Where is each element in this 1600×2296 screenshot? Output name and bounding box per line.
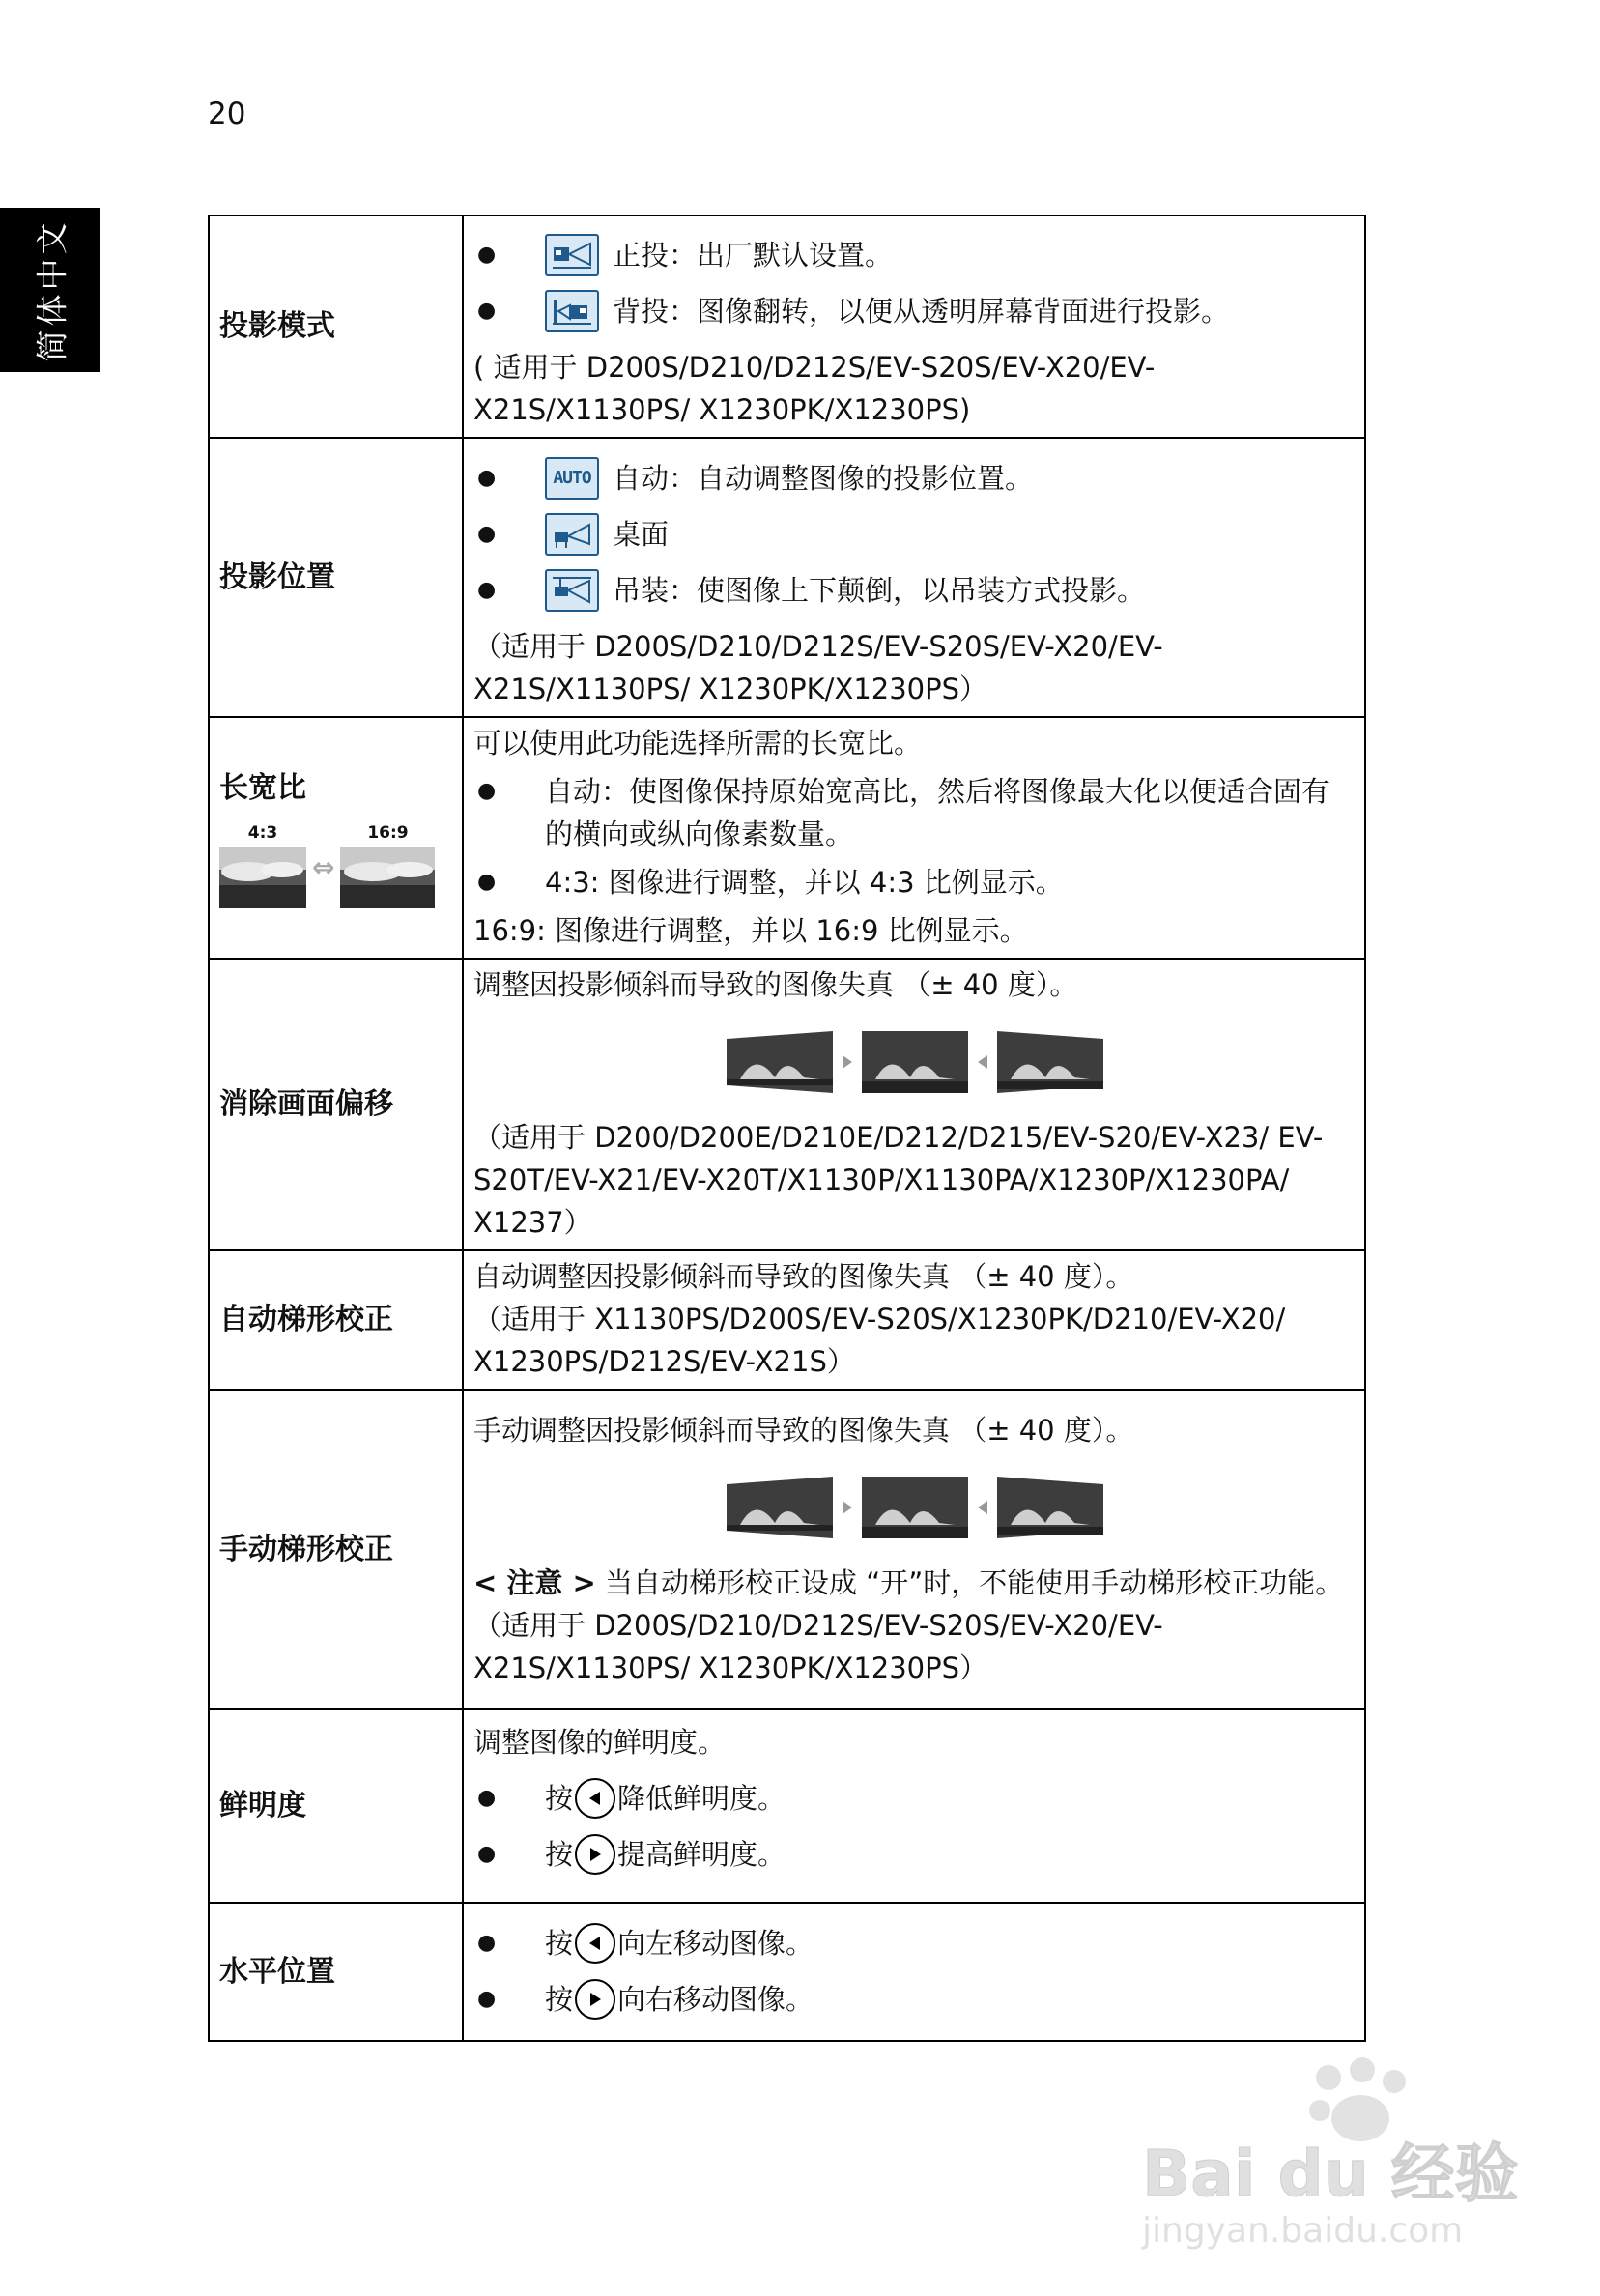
list-item: [473, 290, 1357, 332]
row-label: 投影位置: [209, 438, 463, 717]
rear-projection-icon: [545, 290, 599, 332]
aspect-label: 16:9: [367, 823, 409, 843]
aspect-ratio-illustration: [219, 823, 452, 908]
settings-table: [208, 215, 1366, 2042]
table-row: [209, 1390, 1365, 1709]
press-label: 按: [545, 1782, 574, 1815]
keystone-image-left: [727, 1031, 833, 1093]
keystone-image-right: [997, 1031, 1103, 1093]
double-arrow-icon: ⇔: [312, 851, 335, 883]
bullet-dot: ●: [477, 465, 497, 490]
bullet-dot: ●: [477, 779, 497, 803]
keystone-illustration: [473, 1477, 1357, 1538]
page-number: 20: [208, 97, 246, 131]
table-row: [209, 1709, 1365, 1903]
row-content: [463, 1709, 1365, 1903]
aspect-label: 4:3: [247, 823, 278, 843]
arrow-right-icon: [843, 1501, 852, 1514]
watermark-brand: Bai du 经验: [1142, 2137, 1519, 2211]
aspect-4-3: [219, 823, 306, 908]
row-intro: 手动调整因投影倾斜而导致的图像失真 （± 40 度）。: [473, 1413, 1134, 1447]
table-row: [209, 717, 1365, 959]
list-item: [473, 861, 1357, 904]
left-button-icon: [575, 1778, 615, 1819]
arrow-left-icon: [978, 1501, 987, 1514]
applicable-models-note: （适用于 D200/D200E/D210E/D212/D215/EV-S20/EV-X23/ EV-S20T/EV-X21/EV-X20T/X1130P/X1130PA/X1230P/X1230PA/ X1237）: [473, 1121, 1324, 1239]
auto-position-icon: [545, 457, 599, 500]
row-content: [463, 1903, 1365, 2041]
list-item: [473, 770, 1357, 855]
bullet-dot: ●: [477, 521, 497, 546]
press-label: 按: [545, 1982, 574, 2016]
watermark-url: jingyan.baidu.com: [1142, 2211, 1464, 2251]
applicable-models-note: （适用于 D200S/D210/D212S/EV-S20S/EV-X20/EV-X21S/X1130PS/ X1230PK/X1230PS）: [473, 629, 1163, 705]
keystone-image-center: [862, 1031, 968, 1093]
bullet-dot: ●: [477, 870, 497, 894]
bullet-dot: ●: [477, 1842, 497, 1866]
list-item: [473, 569, 1357, 612]
applicable-models-note: （适用于 D200S/D210/D212S/EV-S20S/EV-X20/EV-X21S/X1130PS/ X1230PK/X1230PS）: [473, 1608, 1163, 1684]
row-label: 自动梯形校正: [209, 1250, 463, 1390]
row-label: 投影模式: [209, 215, 463, 438]
row-label: 手动梯形校正: [209, 1390, 463, 1709]
list-item: [473, 234, 1357, 276]
list-item: [473, 1922, 1357, 1965]
bullet-dot: ●: [477, 577, 497, 602]
row-content: [463, 959, 1365, 1250]
row-label: 鲜明度: [209, 1709, 463, 1903]
list-item-text: 自动：自动调整图像的投影位置。: [613, 461, 1034, 495]
aspect-16-9: [340, 823, 435, 908]
row-content: [463, 215, 1365, 438]
landscape-thumbnail: [219, 847, 306, 908]
list-item: [473, 457, 1357, 500]
list-item-text: 4:3: 图像进行调整，并以 4:3 比例显示。: [545, 866, 1064, 899]
list-item: [473, 1777, 1357, 1820]
row-label-text: 长宽比: [219, 771, 306, 805]
list-item-text: 向右移动图像。: [617, 1982, 814, 2016]
keystone-illustration: [473, 1031, 1357, 1093]
row-intro: 自动调整因投影倾斜而导致的图像失真 （± 40 度）。: [473, 1260, 1134, 1293]
row-intro: 调整图像的鲜明度。: [473, 1726, 727, 1759]
baidu-jingyan-watermark: [1121, 2049, 1527, 2261]
bullet-dot: ●: [477, 1930, 497, 1955]
right-button-icon: [575, 1834, 615, 1875]
keystone-image-left: [727, 1477, 833, 1538]
table-row: [209, 1250, 1365, 1390]
row-content: [463, 717, 1365, 959]
list-item-text: 提高鲜明度。: [617, 1838, 786, 1871]
applicable-models-note: （适用于 X1130PS/D200S/EV-S20S/X1230PK/D210/EV-X20/ X1230PS/D212S/EV-X21S）: [473, 1303, 1286, 1378]
table-row: [209, 959, 1365, 1250]
bullet-dot: ●: [477, 1786, 497, 1810]
list-item-text: 向左移动图像。: [617, 1926, 814, 1960]
list-item-text: 背投：图像翻转，以便从透明屏幕背面进行投影。: [613, 295, 1230, 328]
row-label: [209, 717, 463, 959]
row-intro: 可以使用此功能选择所需的长宽比。: [473, 727, 923, 760]
arrow-right-icon: [843, 1055, 852, 1069]
language-side-tab: [0, 208, 100, 372]
language-side-tab-label: 简体中文: [33, 218, 71, 361]
ceiling-mount-icon: [545, 569, 599, 612]
keystone-image-center: [862, 1477, 968, 1538]
row-tail: 16:9: 图像进行调整，并以 16:9 比例显示。: [473, 914, 1028, 947]
list-item-text: 桌面: [613, 517, 670, 551]
front-projection-icon: [545, 234, 599, 276]
list-item-text: 正投：出厂默认设置。: [613, 239, 894, 272]
row-intro: 调整因投影倾斜而导致的图像失真 （± 40 度）。: [473, 968, 1078, 1001]
list-item: [473, 513, 1357, 556]
warning-prefix: < 注意 >: [473, 1565, 596, 1599]
press-label: 按: [545, 1926, 574, 1960]
landscape-thumbnail: [340, 847, 435, 908]
keystone-image-right: [997, 1477, 1103, 1538]
list-item-text: 自动：使图像保持原始宽高比，然后将图像最大化以便适合固有的横向或纵向像素数量。: [545, 775, 1330, 850]
row-content: [463, 438, 1365, 717]
row-content: [463, 1390, 1365, 1709]
row-content: [463, 1250, 1365, 1390]
bullet-dot: ●: [477, 299, 497, 323]
warning-text: 当自动梯形校正设成 “开”时，不能使用手动梯形校正功能。: [605, 1565, 1344, 1599]
table-row: [209, 1903, 1365, 2041]
list-item: [473, 1978, 1357, 2021]
arrow-left-icon: [978, 1055, 987, 1069]
row-label: 消除画面偏移: [209, 959, 463, 1250]
table-row: [209, 215, 1365, 438]
auto-icon-text: AUTO: [553, 467, 591, 488]
warning-note: [473, 1562, 1357, 1604]
row-label: 水平位置: [209, 1903, 463, 2041]
applicable-models-note: ( 适用于 D200S/D210/D212S/EV-S20S/EV-X20/EV-X21S/X1130PS/ X1230PK/X1230PS): [473, 351, 1156, 426]
table-row: [209, 438, 1365, 717]
right-button-icon: [575, 1979, 615, 2020]
list-item: [473, 1833, 1357, 1876]
left-button-icon: [575, 1923, 615, 1964]
list-item-text: 降低鲜明度。: [617, 1782, 786, 1815]
desktop-position-icon: [545, 513, 599, 556]
list-item-text: 吊装：使图像上下颠倒，以吊装方式投影。: [613, 573, 1146, 607]
bullet-dot: ●: [477, 1986, 497, 2011]
press-label: 按: [545, 1838, 574, 1871]
bullet-dot: ●: [477, 243, 497, 267]
